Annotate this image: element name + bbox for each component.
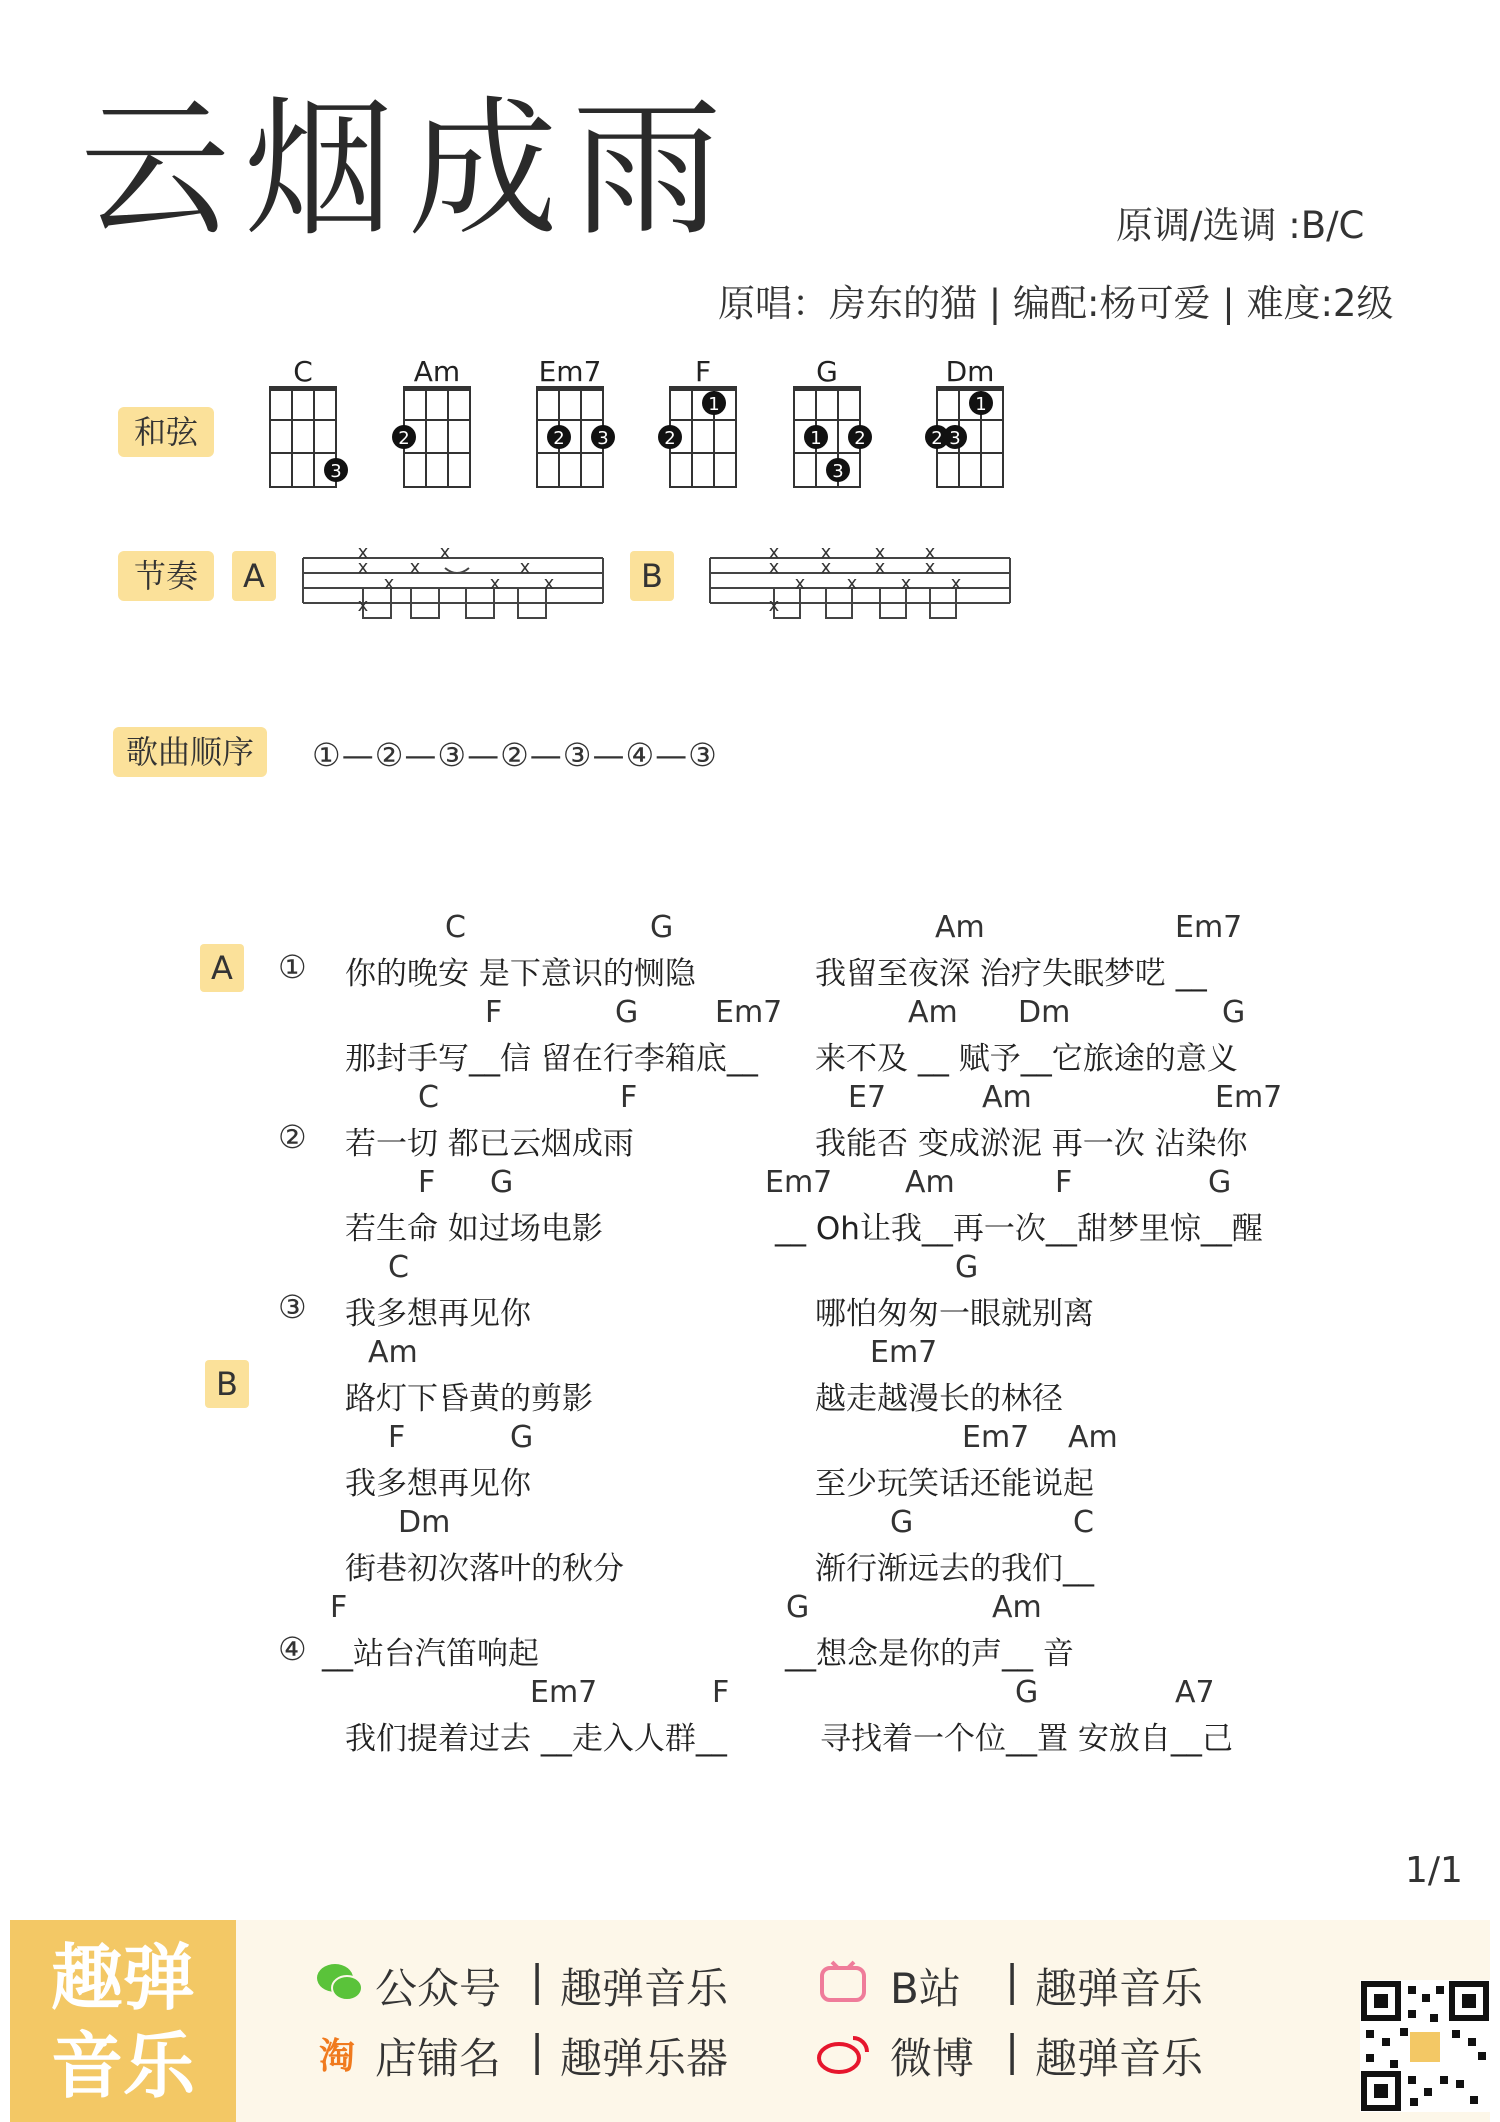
lyric-line: __站台汽笛响起 [322,1636,539,1672]
svg-text:2: 2 [854,428,866,449]
chord-label: Em7 [715,995,783,1030]
weibo-label: 微博 [890,2034,975,2083]
lyrics-area [0,900,1500,1780]
svg-text:x: x [439,542,451,563]
chord-name: Em7 [538,355,602,388]
svg-text:1: 1 [810,428,822,449]
lyric-line: 我多想再见你 [345,1466,531,1502]
rhythm-b-label: B [630,551,674,601]
svg-text:x: x [543,573,555,594]
separator: | [1005,2026,1020,2075]
chord-label: Am [982,1080,1032,1115]
chord-c [268,355,358,495]
chord-diagram-icon [792,385,882,495]
chord-label: Am [1068,1420,1118,1455]
part-number: ③ [278,1288,307,1326]
lyric-line: 来不及 __ 赋予__它旅途的意义 [815,1041,1238,1077]
chord-diagram-icon [268,385,358,495]
shop-label: 店铺名 [375,2034,502,2083]
chord-label: G [490,1165,514,1200]
chord-label: G [1208,1165,1232,1200]
lyric-line: 寻找着一个位__置 安放自__己 [820,1721,1233,1757]
chord-label: F [330,1590,348,1625]
chord-label: Am [992,1590,1042,1625]
chord-name: C [293,355,313,388]
chord-dm [931,355,1025,495]
chord-diagram-icon [931,385,1025,495]
svg-text:x: x [357,542,369,563]
lyric-line: __ Oh让我__再一次__甜梦里惊__醒 [775,1211,1263,1247]
chord-label: Em7 [765,1165,833,1200]
chord-label: F [1055,1165,1073,1200]
chord-label: Dm [1018,995,1071,1030]
chord-label: G [1222,995,1246,1030]
taobao-icon [315,2032,365,2076]
chord-label: Em7 [1215,1080,1283,1115]
separator: | [1005,1956,1020,2005]
key-info: 原调/选调 :B/C [1116,204,1365,247]
bilibili-icon [818,1960,868,2004]
svg-text:x: x [357,557,369,578]
chord-label: G [955,1250,979,1285]
svg-text:x: x [489,573,501,594]
wechat-icon [315,1960,365,2004]
chord-label: Em7 [1175,910,1243,945]
svg-text:x: x [950,573,962,594]
svg-text:2: 2 [398,428,410,449]
rhythm-a-label: A [232,551,276,601]
chord-diagram-icon [664,385,758,495]
weibo-value: 趣弹音乐 [1035,2034,1204,2083]
svg-text:x: x [900,573,912,594]
chord-label: A7 [1175,1675,1215,1710]
chord-label: F [485,995,503,1030]
chord-diagram-icon [398,385,492,495]
chord-label: C [418,1080,439,1115]
chord-name: G [816,355,838,388]
qr-code-icon [1360,1980,1490,2112]
svg-text:1: 1 [975,394,987,415]
bilibili-label: B站 [890,1964,961,2013]
bilibili-value: 趣弹音乐 [1035,1964,1204,2013]
rhythm-a-notation-icon [303,542,603,638]
lyric-line: 至少玩笑话还能说起 [815,1466,1094,1502]
svg-text:x: x [768,595,780,616]
chord-name: Am [413,355,461,388]
chord-f [664,355,758,495]
part-number: ② [278,1118,307,1156]
svg-text:2: 2 [931,428,943,449]
svg-text:x: x [519,557,531,578]
svg-text:x: x [409,557,421,578]
song-meta: 原唱：房东的猫 | 编配:杨可爱 | 难度:2级 [718,282,1394,325]
svg-text:3: 3 [597,428,609,449]
chord-label: G [786,1590,810,1625]
svg-text:3: 3 [949,428,961,449]
footer-banner [10,1920,1490,2122]
svg-text:x: x [924,542,936,563]
chord-label: Em7 [870,1335,938,1370]
chord-label: C [445,910,466,945]
svg-text:2: 2 [553,428,565,449]
lyric-line: 我多想再见你 [345,1296,531,1332]
svg-text:x: x [874,542,886,563]
svg-text:1: 1 [708,394,720,415]
svg-text:x: x [357,595,369,616]
chord-label: G [1015,1675,1039,1710]
chord-label: Em7 [530,1675,598,1710]
chord-label: Dm [398,1505,451,1540]
chord-am [398,355,492,495]
lyric-line: 渐行渐远去的我们__ [815,1551,1094,1587]
song-order-sequence: ①—②—③—②—③—④—③ [312,736,718,774]
svg-text:x: x [794,573,806,594]
svg-text:x: x [820,542,832,563]
chord-em7 [535,355,625,495]
chord-name: Dm [945,355,995,388]
chord-g [792,355,882,495]
page-number: 1/1 [1405,1850,1463,1891]
lyric-line: 若生命 如过场电影 [345,1211,603,1247]
chord-label: C [388,1250,409,1285]
chord-label: F [418,1165,436,1200]
shop-value: 趣弹乐器 [560,2034,729,2083]
svg-text:x: x [874,557,886,578]
chord-label: F [388,1420,406,1455]
svg-text:2: 2 [664,428,676,449]
chord-label: Am [368,1335,418,1370]
brand-logo [10,1920,236,2122]
lyric-line: 若一切 都已云烟成雨 [345,1126,634,1162]
song-order-label: 歌曲顺序 [113,727,267,777]
svg-text:x: x [383,573,395,594]
lyric-line: 那封手写__信 留在行李箱底__ [345,1041,758,1077]
chord-label: G [615,995,639,1030]
part-number: ④ [278,1630,307,1668]
song-title: 云烟成雨 [80,83,737,257]
lyric-line: 越走越漫长的林径 [815,1381,1063,1417]
lyric-line: __想念是你的声__ 音 [785,1636,1074,1672]
section-b-marker: B [205,1360,249,1408]
svg-text:x: x [768,557,780,578]
chord-label: C [1073,1505,1094,1540]
chord-label: E7 [848,1080,887,1115]
lyric-line: 哪怕匆匆一眼就别离 [815,1296,1094,1332]
lyric-line: 我留至夜深 治疗失眠梦呓 __ [815,956,1207,992]
weibo-icon [815,2030,875,2074]
section-a-marker: A [200,944,244,992]
separator: | [530,2026,545,2075]
chords-label: 和弦 [118,407,214,457]
chord-diagram-icon [535,385,625,495]
svg-text:x: x [924,557,936,578]
lyric-line: 我们提着过去 __走入人群__ [345,1721,727,1757]
rhythm-label: 节奏 [118,551,214,601]
svg-text:x: x [846,573,858,594]
brand-logo-text: 趣弹音乐 [50,1936,195,2108]
chord-label: G [890,1505,914,1540]
chord-name: F [694,355,712,388]
lyric-line: 我能否 变成淤泥 再一次 沾染你 [815,1126,1248,1162]
wechat-label: 公众号 [375,1964,502,2013]
lyric-line: 路灯下昏黄的剪影 [345,1381,593,1417]
chord-label: Am [905,1165,955,1200]
chord-label: Am [908,995,958,1030]
svg-text:x: x [820,557,832,578]
chord-label: F [620,1080,638,1115]
chord-label: Em7 [962,1420,1030,1455]
chord-label: Am [935,910,985,945]
svg-text:3: 3 [832,461,844,482]
lyric-line: 你的晚安 是下意识的恻隐 [345,956,696,992]
svg-text:淘: 淘 [319,2036,356,2077]
separator: | [530,1956,545,2005]
chord-label: F [712,1675,730,1710]
rhythm-b-notation-icon [710,542,1010,638]
svg-text:3: 3 [330,461,342,482]
chord-label: G [510,1420,534,1455]
wechat-value: 趣弹音乐 [560,1964,729,2013]
lyric-line: 街巷初次落叶的秋分 [345,1551,624,1587]
chord-label: G [650,910,674,945]
part-number: ① [278,948,307,986]
svg-text:x: x [768,542,780,563]
